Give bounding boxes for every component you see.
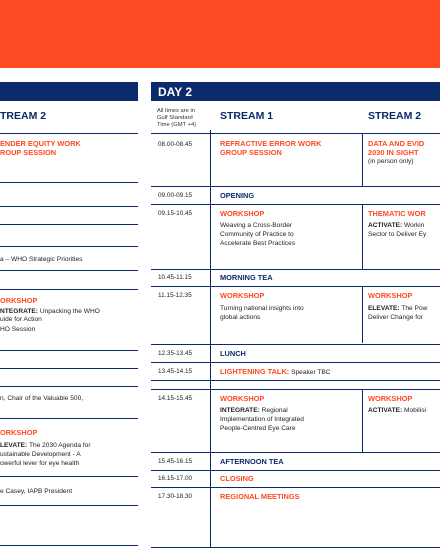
day2-header-bar xyxy=(151,82,440,101)
day1-workshop2-desc-2: ustainable Development - A xyxy=(0,451,81,458)
divider xyxy=(151,204,440,205)
day2-stream1-header: STREAM 1 xyxy=(220,110,274,122)
divider xyxy=(151,487,440,488)
divider xyxy=(0,246,138,247)
day2-stream2-header: STREAM 2 xyxy=(368,110,422,122)
divider xyxy=(0,182,138,183)
workshop-cross-border-title: WORKSHOP xyxy=(220,209,265,218)
divider xyxy=(151,547,440,548)
time-1730: 17.30-18.30 xyxy=(158,493,193,500)
divider xyxy=(151,133,440,134)
data-evidence-title: DATA AND EVID xyxy=(368,139,425,148)
divider xyxy=(0,505,138,506)
national-insights-line-2: global actions xyxy=(220,314,261,321)
iapb-president: e Casey, IAPB President xyxy=(0,488,73,495)
time-0900: 09.00-09.15 xyxy=(158,192,193,199)
timezone-note: All times are in Gulf Standard Time (GMT +4) xyxy=(157,108,197,128)
top-banner xyxy=(0,0,440,68)
integrate-desc-2: Implementation of Integrated xyxy=(220,416,304,423)
day1-workshop2-desc-3: owerful lever for eye health xyxy=(0,460,80,467)
day2-title: DAY 2 xyxy=(158,85,193,99)
time-1235: 12.35-13.45 xyxy=(158,350,193,357)
elevate-desc-2: Deliver Change for xyxy=(368,314,423,321)
afternoon-tea-label: AFTERNOON TEA xyxy=(220,457,284,466)
day1-workshop-desc-3: HO Session xyxy=(0,326,36,333)
cross-border-line-3: Accelerate Best Practices xyxy=(220,240,296,247)
cross-border-line-1: Weaving a Cross-Border xyxy=(220,222,293,229)
column-divider xyxy=(362,287,363,343)
column-divider xyxy=(362,134,363,186)
day1-workshop-desc: NTEGRATE: Unpacking the WHO xyxy=(0,308,100,315)
day1-workshop2-desc: LEVATE: The 2030 Agenda for xyxy=(0,442,91,449)
column-divider xyxy=(210,130,211,548)
cross-border-line-2: Community of Practice to xyxy=(220,231,294,238)
divider xyxy=(0,224,138,225)
activate-mobilise-desc: ACTIVATE: Mobilisi xyxy=(368,407,427,414)
divider xyxy=(151,452,440,453)
time-1115: 11.15-12.35 xyxy=(158,292,192,299)
chair-valuable-500: n, Chair of the Valuable 500, xyxy=(0,395,84,402)
divider xyxy=(151,380,440,381)
thematic-desc: ACTIVATE: Workin xyxy=(368,222,425,229)
who-strategic-priorities: a – WHO Strategic Priorities xyxy=(0,256,83,263)
divider xyxy=(151,269,440,270)
divider xyxy=(0,133,138,134)
divider xyxy=(151,470,440,471)
lunch-label: LUNCH xyxy=(220,349,246,358)
workshop-elevate-title: WORKSHOP xyxy=(368,291,413,300)
elevate-desc: ELEVATE: The Pow xyxy=(368,305,428,312)
time-1545: 15.45-16.15 xyxy=(158,458,193,465)
refractive-error-title-2: GROUP SESSION xyxy=(220,148,282,157)
divider xyxy=(151,286,440,287)
gender-equity-title: ENDER EQUITY WORK xyxy=(0,139,81,148)
gender-equity-title-2: ROUP SESSION xyxy=(0,148,57,157)
morning-tea-label: MORNING TEA xyxy=(220,273,273,282)
in-person-note: (in person only) xyxy=(368,158,414,165)
time-1415: 14.15-15.45 xyxy=(158,395,193,402)
day1-workshop-title: ORKSHOP xyxy=(0,296,38,305)
time-1345: 13.45-14.15 xyxy=(158,368,193,375)
refractive-error-title: REFRACTIVE ERROR WORK xyxy=(220,139,322,148)
divider xyxy=(151,389,440,390)
divider xyxy=(0,545,138,546)
divider xyxy=(0,386,138,387)
thematic-workshop-title: THEMATIC WOR xyxy=(368,209,426,218)
closing-label: CLOSING xyxy=(220,474,254,483)
divider xyxy=(151,186,440,187)
time-1045: 10.45-11.15 xyxy=(158,274,192,281)
time-1615: 16.15-17.00 xyxy=(158,475,193,482)
opening-label: OPENING xyxy=(220,191,255,200)
workshop-integrate-title: WORKSHOP xyxy=(220,394,265,403)
column-divider xyxy=(362,205,363,269)
thematic-desc-2: Sector to Deliver Ey xyxy=(368,231,427,238)
workshop-activate-title: WORKSHOP xyxy=(368,394,413,403)
time-0800: 08.00-08.45 xyxy=(158,141,193,148)
workshop-national-title: WORKSHOP xyxy=(220,291,265,300)
data-evidence-title-2: 2030 IN SIGHT xyxy=(368,148,419,157)
divider xyxy=(0,476,138,477)
divider xyxy=(0,418,138,419)
integrate-desc-3: People-Centred Eye Care xyxy=(220,425,296,432)
divider xyxy=(151,344,440,345)
regional-meetings-label: REGIONAL MEETINGS xyxy=(220,492,300,501)
divider xyxy=(0,368,138,369)
column-divider xyxy=(362,390,363,452)
day1-stream2-header: TREAM 2 xyxy=(0,110,47,122)
lightening-talk: LIGHTENING TALK: Speaker TBC xyxy=(220,367,331,376)
divider xyxy=(0,206,138,207)
divider xyxy=(151,362,440,363)
divider xyxy=(0,289,138,290)
day1-header-bar xyxy=(0,82,138,101)
day1-workshop2-title: ORKSHOP xyxy=(0,428,38,437)
national-insights-line-1: Turning national insights into xyxy=(220,305,304,312)
day1-workshop-desc-2: uide for Action xyxy=(0,316,42,323)
divider xyxy=(0,270,138,271)
time-0915: 09.15-10.45 xyxy=(158,210,193,217)
integrate-desc: INTEGRATE: Regional xyxy=(220,407,288,414)
divider xyxy=(0,350,138,351)
